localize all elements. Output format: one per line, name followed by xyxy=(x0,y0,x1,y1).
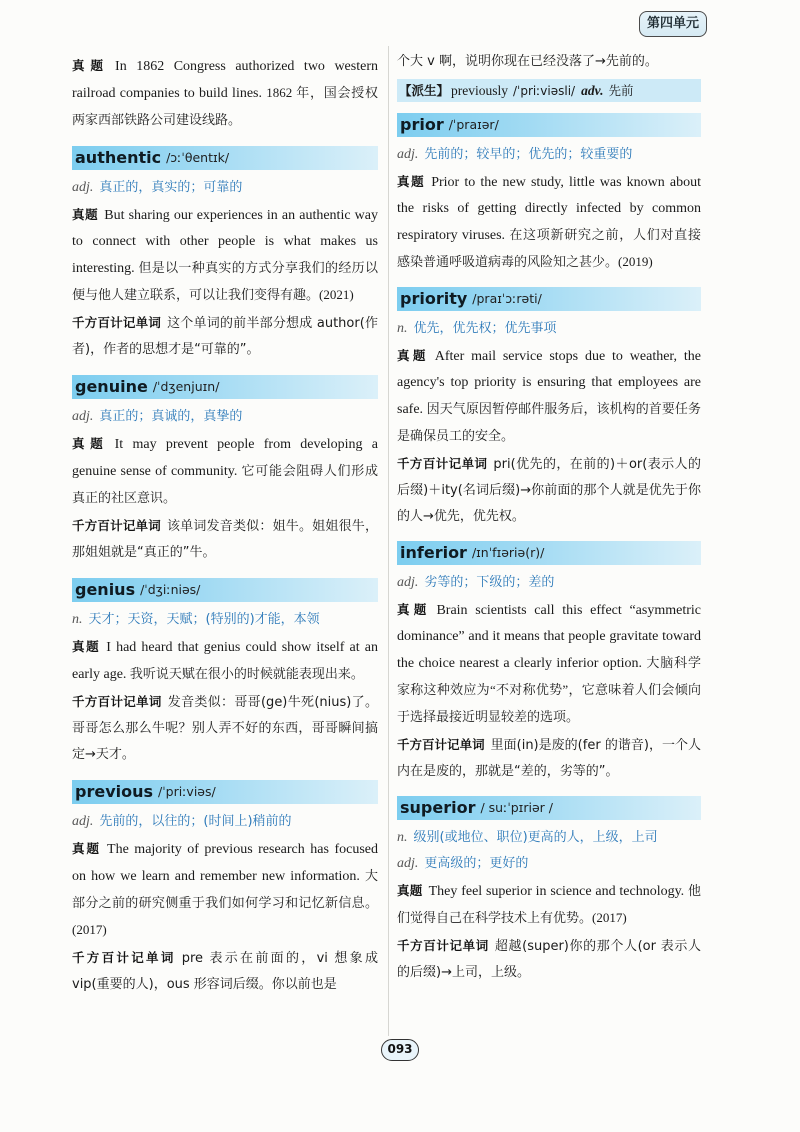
exam-example xyxy=(72,634,378,688)
exam-example xyxy=(397,343,701,450)
phonetic: /praɪˈɔːrəti/ xyxy=(472,291,542,306)
mnemonic xyxy=(397,933,701,986)
exam-label: 真题 xyxy=(72,436,109,451)
entry-authentic xyxy=(72,146,378,363)
headword-bar xyxy=(72,375,378,399)
headword: genuine xyxy=(75,377,148,396)
example-year: (2017) xyxy=(72,922,107,937)
left-column xyxy=(72,53,378,998)
exam-label: 真题 xyxy=(397,602,431,617)
unit-tab: 第四单元 xyxy=(639,11,707,37)
derived-label: 【派生】 xyxy=(399,82,450,98)
meaning: 真正的，真实的；可靠的 xyxy=(99,180,243,195)
exam-example xyxy=(72,836,378,944)
phonetic: /ˈdʒiːniəs/ xyxy=(140,582,201,597)
example-chinese: 在这项新研究之前，人们对直接感染普通呼吸道病毒的风险知之甚少。 xyxy=(397,227,701,269)
page-number: 093 xyxy=(381,1039,419,1061)
exam-label: 真题 xyxy=(397,883,423,898)
mnemonic xyxy=(72,513,378,566)
sense-line xyxy=(72,404,378,430)
meaning: 先前的，以往的；(时间上)稍前的 xyxy=(99,814,292,829)
phonetic: /ˈpraɪər/ xyxy=(448,117,499,132)
mnemonic-text: 该单词发音类似：姐牛。姐姐很牛，那姐姐就是“真正的”牛。 xyxy=(72,519,378,560)
meaning: 级别(或地位、职位)更高的人，上级，上司 xyxy=(413,830,658,845)
example-chinese: 它可能会阻碍人们形成真正的社区意识。 xyxy=(72,463,378,505)
example-english: But sharing our experiences in an authentic way to connect with other people is what makes us interesting. xyxy=(72,208,378,276)
mnemonic-label: 千方百计记单词 xyxy=(397,456,488,471)
example-english: Prior to the new study, little was known about the risks of getting directly infected by common respiratory viruses. xyxy=(397,175,701,243)
headword-bar xyxy=(72,578,378,602)
example-year: (2017) xyxy=(592,910,627,925)
entry-genuine xyxy=(72,375,378,566)
mnemonic xyxy=(72,310,378,363)
mnemonic-label: 千方百计记单词 xyxy=(72,950,176,965)
example-english: They feel superior in science and technology. xyxy=(428,884,685,899)
example-english: It may prevent people from developing a genuine sense of community. xyxy=(72,437,378,479)
entry-previous xyxy=(72,780,378,998)
headword-bar xyxy=(72,780,378,804)
mnemonic-continued xyxy=(397,49,701,75)
column-divider xyxy=(388,46,389,1036)
exam-example xyxy=(397,878,701,932)
derived-pos: adv. xyxy=(581,82,604,98)
meaning: 优先，优先权；优先事项 xyxy=(413,321,557,336)
part-of-speech: n. xyxy=(397,830,408,845)
derived-word: previously xyxy=(451,82,509,98)
part-of-speech: adj. xyxy=(72,180,94,195)
exam-label: 真题 xyxy=(72,207,99,222)
derived-bar xyxy=(397,79,701,102)
sense-line xyxy=(397,316,701,342)
right-column xyxy=(397,49,701,986)
mnemonic-label: 千方百计记单词 xyxy=(72,518,161,533)
meaning: 天才；天资，天赋；(特别的)才能，本领 xyxy=(88,612,320,627)
example-chinese: 他们觉得自己在科学技术上有优势。 xyxy=(397,883,702,925)
headword-bar xyxy=(397,113,701,137)
mnemonic xyxy=(72,945,378,998)
mnemonic xyxy=(397,732,701,785)
mnemonic-text: pri(优先的，在前的)＋or(表示人的后缀)＋ity(名词后缀)→你前面的那个人就是优先于你的人→优先，优先权。 xyxy=(397,457,701,524)
phonetic: /ɪnˈfɪəriə(r)/ xyxy=(471,545,545,560)
part-of-speech: n. xyxy=(72,612,83,627)
headword-bar xyxy=(397,541,701,565)
mnemonic-label: 千方百计记单词 xyxy=(72,315,162,330)
exam-example xyxy=(72,431,378,512)
mnemonic xyxy=(72,689,378,768)
exam-label: 真题 xyxy=(397,174,426,189)
entry-prior xyxy=(397,113,701,276)
phonetic: /ˈpriːviəs/ xyxy=(158,784,216,799)
part-of-speech: n. xyxy=(397,321,408,336)
phonetic: /ɔːˈθentɪk/ xyxy=(166,150,230,165)
sense-line xyxy=(72,175,378,201)
exam-label: 真题 xyxy=(72,639,101,654)
meaning: 更高级的；更好的 xyxy=(424,856,529,871)
phonetic: /ˈdʒenjuɪn/ xyxy=(152,379,220,394)
exam-example xyxy=(397,597,701,731)
example-english: I had heard that genius could show itself at an early age. xyxy=(72,640,378,682)
mnemonic-label: 千方百计记单词 xyxy=(397,737,485,752)
part-of-speech: adj. xyxy=(72,409,94,424)
exam-label: 真题 xyxy=(72,841,102,856)
exam-example xyxy=(72,202,378,309)
mnemonic-text: 发音类似：哥哥(ge)牛死(nius)了。哥哥怎么那么牛呢？别人弄不好的东西，哥哥瞬间搞定→天才。 xyxy=(72,695,378,762)
entry-superior xyxy=(397,796,701,986)
headword: priority xyxy=(400,289,468,308)
headword: genius xyxy=(75,580,136,599)
exam-example xyxy=(397,169,701,276)
part-of-speech: adj. xyxy=(72,814,94,829)
sense-line xyxy=(397,570,701,596)
headword: prior xyxy=(400,115,444,134)
mnemonic-label: 千方百计记单词 xyxy=(397,938,489,953)
headword: authentic xyxy=(75,148,162,167)
mnemonic xyxy=(397,451,701,530)
derived-phonetic: /ˈpriːviəsli/ xyxy=(513,83,576,98)
entry-inferior xyxy=(397,541,701,785)
exam-label: 真题 xyxy=(397,348,429,363)
example-chinese: 大脑科学家称这种效应为“不对称优势”，它意味着人们会倾向于选择最接近明显较差的选项。 xyxy=(397,655,701,724)
part-of-speech: adj. xyxy=(397,575,419,590)
mnemonic-label: 千方百计记单词 xyxy=(72,694,162,709)
example-year: (2019) xyxy=(618,254,653,269)
headword-bar xyxy=(397,796,701,820)
entry-genius xyxy=(72,578,378,768)
example-chinese: 我听说天赋在很小的时候就能表现出来。 xyxy=(129,666,364,681)
carryover-example xyxy=(72,53,378,134)
sense-line xyxy=(397,825,701,851)
sense-line xyxy=(397,851,701,877)
sense-line xyxy=(397,142,701,168)
phonetic: / suːˈpɪriər / xyxy=(480,800,553,815)
headword-bar xyxy=(72,146,378,170)
example-year: (2021) xyxy=(319,287,354,302)
example-chinese: 大部分之前的研究侧重于我们如何学习和记忆新信息。 xyxy=(72,868,379,910)
example-english: Brain scientists call this effect “asymmetric dominance” and it means that people gravitate toward the choice nearest a clearly inferior option. xyxy=(397,603,701,671)
derived-meaning: 先前 xyxy=(608,82,634,98)
entry-priority xyxy=(397,287,701,530)
headword: superior xyxy=(400,798,476,817)
mnemonic-text: 这个单词的前半部分想成 author(作者)，作者的思想才是“可靠的”。 xyxy=(72,316,378,357)
example-chinese: 但是以一种真实的方式分享我们的经历以便与他人建立联系，可以让我们变得有趣。 xyxy=(72,260,378,302)
sense-line xyxy=(72,607,378,633)
meaning: 真正的；真诚的，真挚的 xyxy=(99,409,243,424)
mnemonic-text: 超越(super)你的那个人(or 表示人的后缀)→上司，上级。 xyxy=(397,939,701,980)
meaning: 先前的；较早的；优先的；较重要的 xyxy=(424,147,633,162)
mnemonic-text: 里面(in)是废的(fer 的谐音)，一个人内在是废的，那就是“差的，劣等的”。 xyxy=(397,738,701,779)
sense-line xyxy=(72,809,378,835)
mnemonic-text: 个大 v 啊，说明你现在已经没落了→先前的。 xyxy=(397,54,658,69)
part-of-speech: adj. xyxy=(397,147,419,162)
example-english: After mail service stops due to weather, the agency's top priority is ensuring that employees are safe. xyxy=(397,349,701,417)
exam-label: 真题 xyxy=(72,58,110,73)
part-of-speech: adj. xyxy=(397,856,419,871)
headword-bar xyxy=(397,287,701,311)
meaning: 劣等的；下级的；差的 xyxy=(424,575,555,590)
mnemonic-text: pre 表示在前面的，vi 想象成 vip(重要的人)，ous 形容词后缀。你以前也是 xyxy=(72,951,378,992)
example-english: In 1862 Congress authorized two western railroad companies to build lines. xyxy=(72,59,378,101)
example-english: The majority of previous research has focused on how we learn and remember new information. xyxy=(72,842,378,884)
example-chinese: 因天气原因暂停邮件服务后，该机构的首要任务是确保员工的安全。 xyxy=(397,401,701,443)
headword: inferior xyxy=(400,543,467,562)
example-chinese: 1862 年，国会授权两家西部铁路公司建设线路。 xyxy=(72,85,378,127)
headword: previous xyxy=(75,782,154,801)
